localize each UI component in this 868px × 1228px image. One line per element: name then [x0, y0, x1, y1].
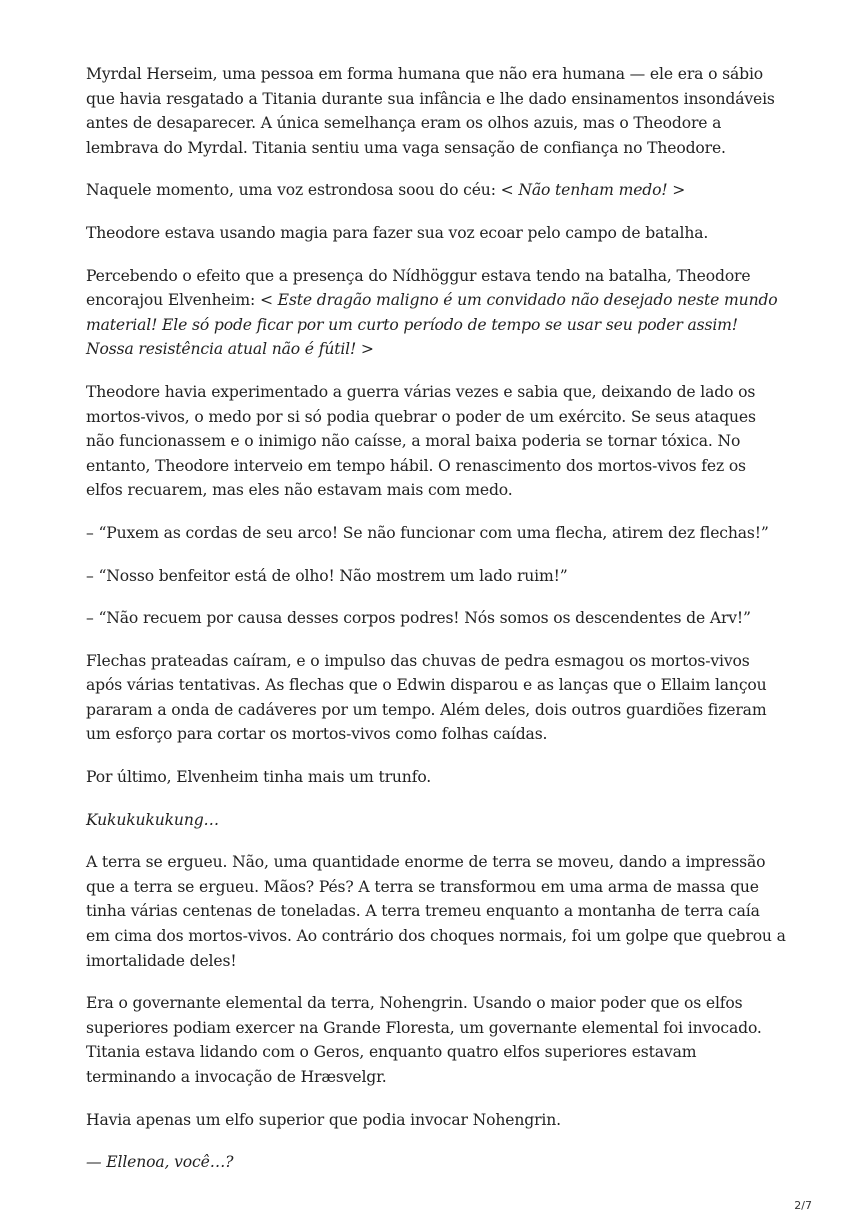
paragraph-3: Theodore estava usando magia para fazer sua voz ecoar pelo campo de batalha. [86, 223, 709, 242]
paragraph-4-quote: < Este dragão maligno é um convidado não desejado neste mundo material! Ele só pode ficar por um curto período de tempo se usar seu poder assim! Nossa resistência atual não é fútil! > [86, 291, 778, 359]
paragraph-9: Flechas prateadas caíram, e o impulso das chuvas de pedra esmagou os mortos-vivos após várias tentativas. As flechas que o Edwin disparou e as lanças que o Ellaim lançou pararam a onda de cadáveres por um tempo. Além deles, dois outros guardiões fizeram um esforço para cortar os mortos-vivos como folhas caídas. [86, 651, 767, 744]
document-page [86, 62, 786, 1193]
dialogue-line-3: – “Não recuem por causa desses corpos podres! Nós somos os descendentes de Arv!” [86, 609, 751, 628]
paragraph-2-text: Naquele momento, uma voz estrondosa soou do céu: [86, 181, 501, 200]
paragraph-1: Myrdal Herseim, uma pessoa em forma humana que não era humana — ele era o sábio que havia resgatado a Titania durante sua infância e lhe dado ensinamentos insondáveis antes de desaparecer. A única semelhança eram os olhos azuis, mas o Theodore a lembrava do Myrdal. Titania sentiu uma vaga sensação de confiança no Theodore. [86, 65, 775, 157]
paragraph-14: Havia apenas um elfo superior que podia invocar Nohengrin. [86, 1110, 561, 1129]
paragraph-4 [86, 264, 786, 362]
sound-effect: Kukukukukung… [86, 810, 219, 829]
paragraph-4-text: Percebendo o efeito que a presença do Nídhöggur estava tendo na batalha, Theodore encorajou Elvenheim: [86, 266, 751, 310]
paragraph-5: Theodore havia experimentado a guerra várias vezes e sabia que, deixando de lado os mortos-vivos, o medo por si só podia quebrar o poder de um exército. Se seus ataques não funcionassem e o inimigo não caísse, a moral baixa poderia se tornar tóxica. No entanto, Theodore interveio em tempo hábil. O renascimento dos mortos-vivos fez os elfos recuarem, mas eles não estavam mais com medo. [86, 382, 756, 500]
page-number: 2/7 [794, 1199, 812, 1212]
paragraph-15: — Ellenoa, você…? [86, 1153, 234, 1172]
dialogue-line-1: – “Puxem as cordas de seu arco! Se não funcionar com uma flecha, atirem dez flechas!” [86, 523, 769, 542]
paragraph-13: Era o governante elemental da terra, Nohengrin. Usando o maior poder que os elfos superiores podiam exercer na Grande Floresta, um governante elemental foi invocado. Titania estava lidando com o Geros, enquanto quatro elfos superiores estavam terminando a invocação de Hræsvelgr. [86, 994, 762, 1086]
dialogue-line-2: – “Nosso benfeitor está de olho! Não mostrem um lado ruim!” [86, 566, 568, 585]
paragraph-10: Por último, Elvenheim tinha mais um trunfo. [86, 768, 432, 787]
paragraph-12: A terra se ergueu. Não, uma quantidade enorme de terra se moveu, dando a impressão que a terra se ergueu. Mãos? Pés? A terra se transformou em uma arma de massa que tinha várias centenas de toneladas. A terra tremeu enquanto a montanha de terra caía em cima dos mortos-vivos. Ao contrário dos choques normais, foi um golpe que quebrou a imortalidade deles! [86, 853, 786, 970]
paragraph-2-quote: < Não tenham medo! > [500, 181, 686, 200]
paragraph-2 [86, 178, 786, 203]
